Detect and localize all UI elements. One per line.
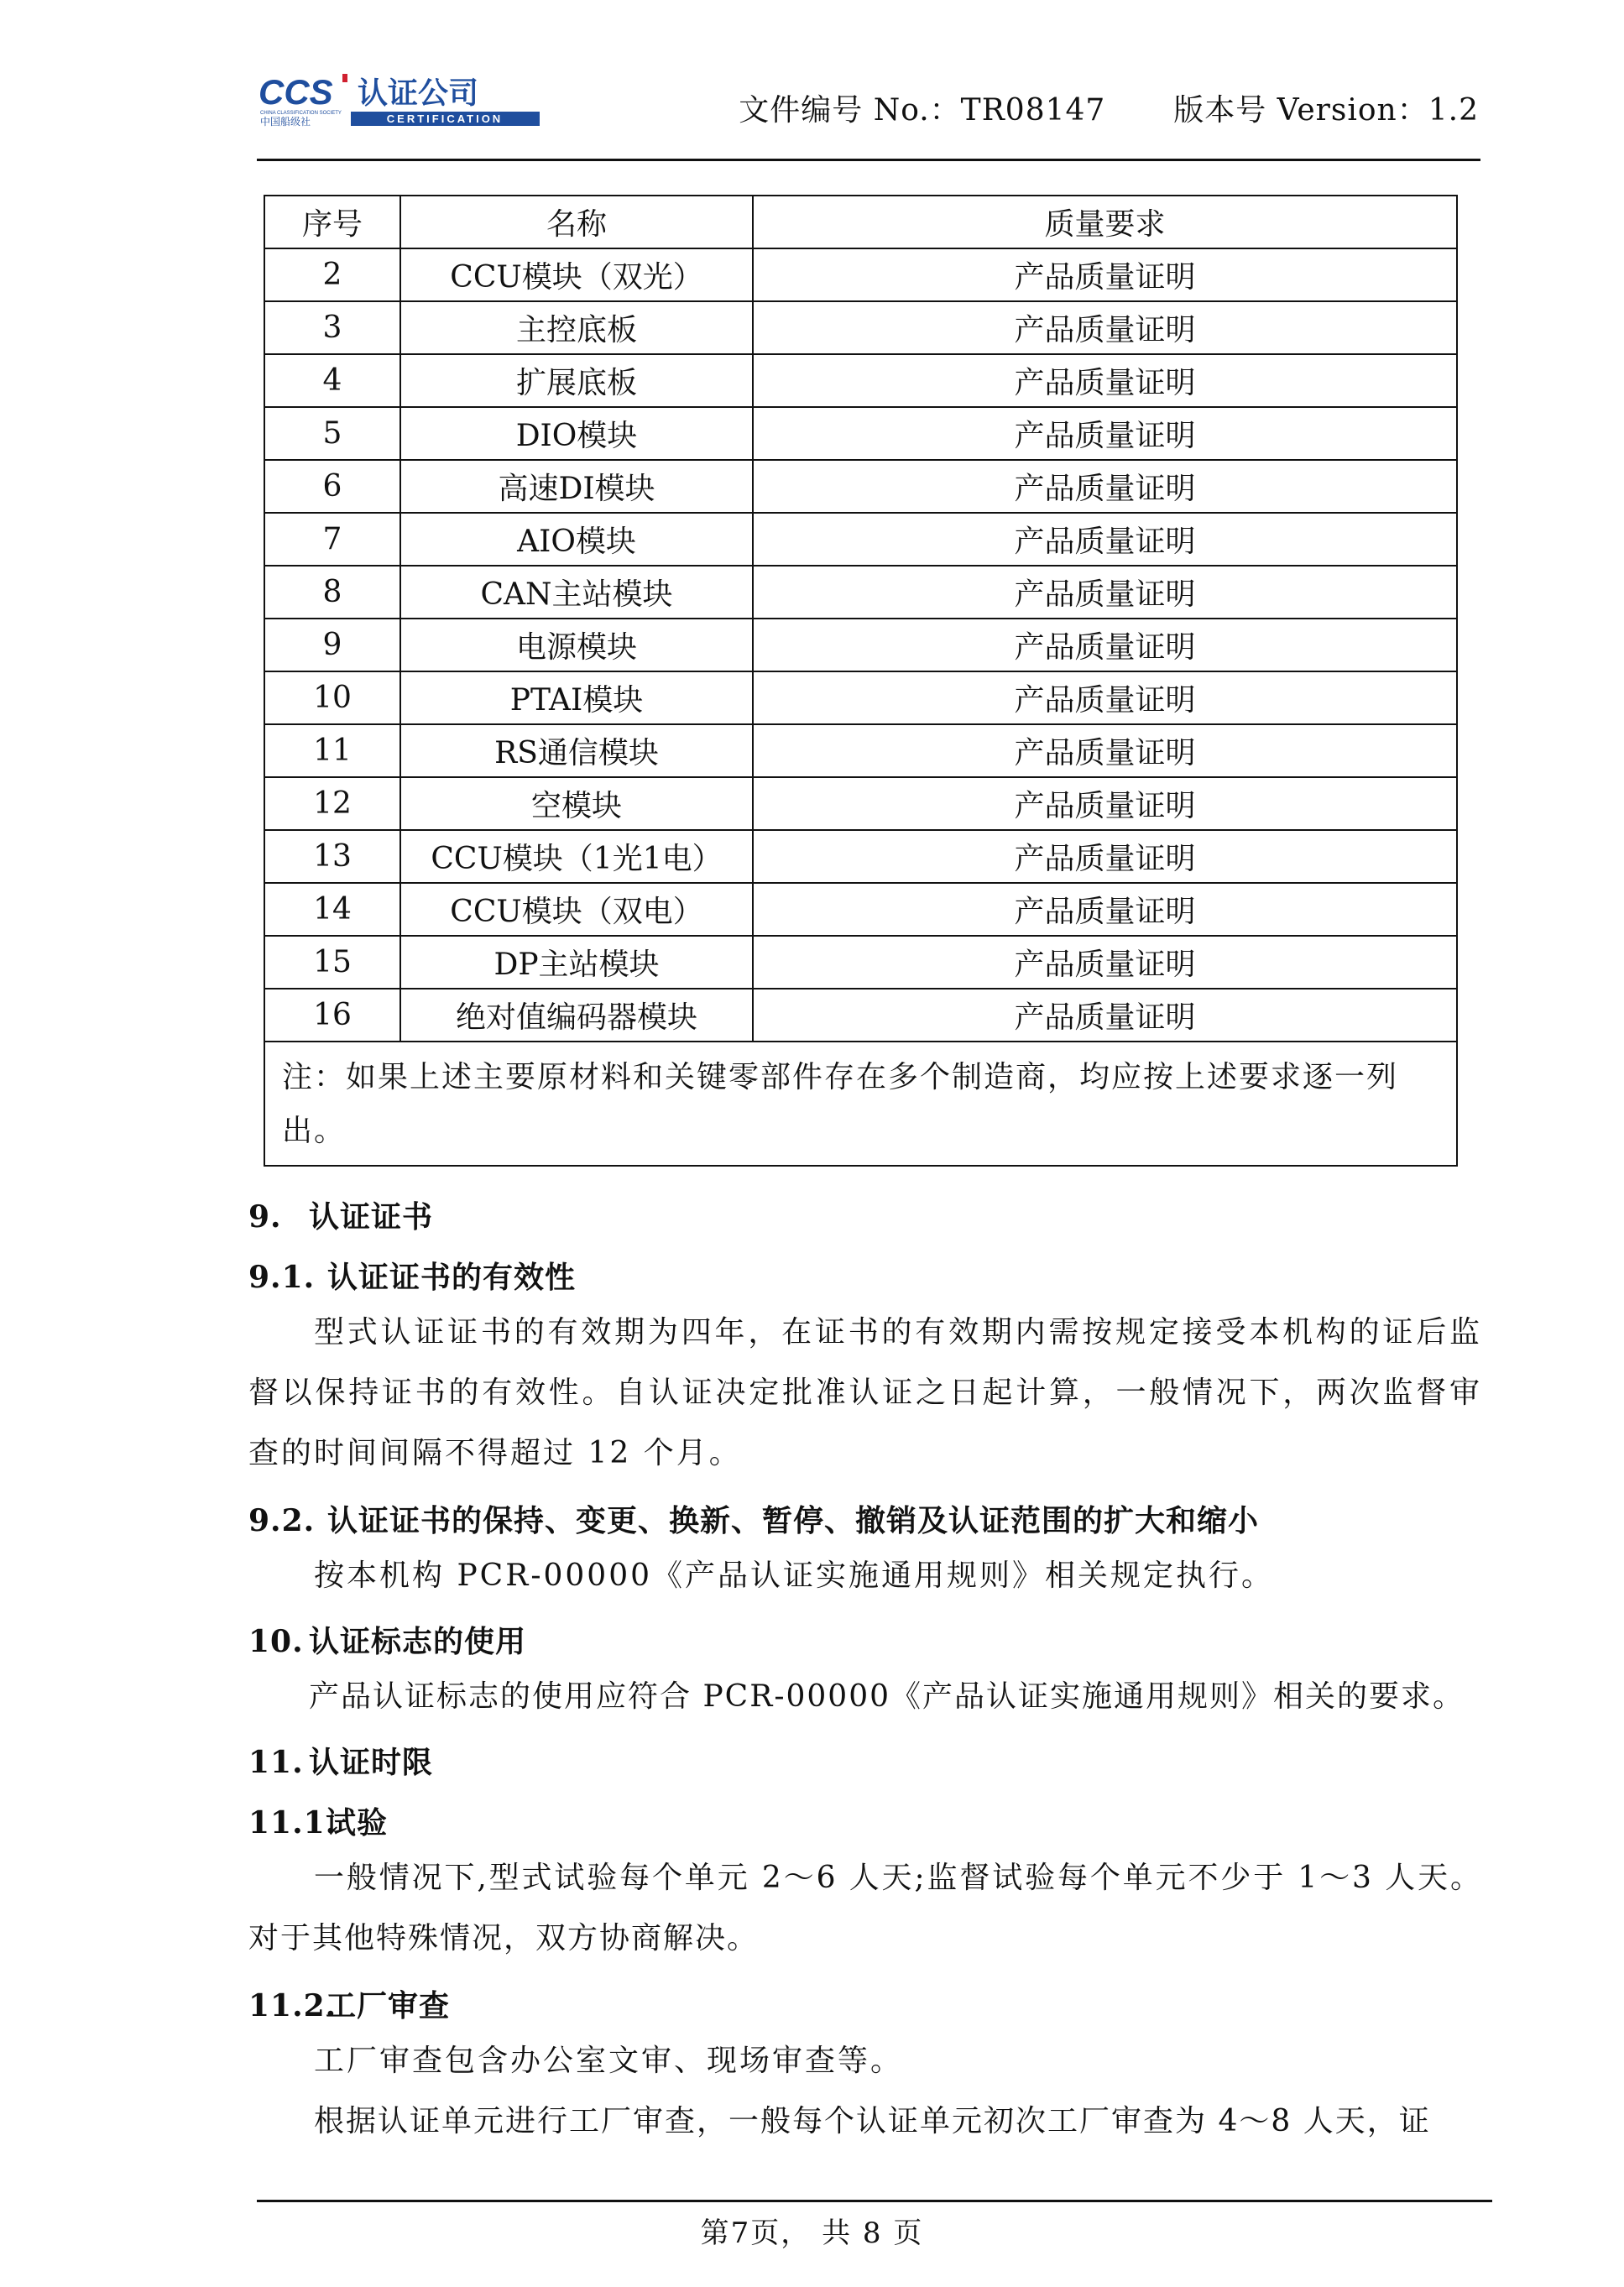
cell-name: 高速DI模块 [400, 460, 753, 513]
footer-divider [257, 2200, 1492, 2202]
cell-no: 8 [264, 566, 400, 619]
section-9-2-heading [248, 1497, 1259, 1540]
logo-sub-cn: 中国船级社 [260, 116, 311, 128]
ccs-logo [258, 74, 544, 128]
header-divider [257, 159, 1480, 161]
cell-no: 12 [264, 777, 400, 830]
table-row [264, 883, 1457, 936]
table-row [264, 619, 1457, 671]
cell-no: 6 [264, 460, 400, 513]
cell-name: 主控底板 [400, 301, 753, 354]
cell-no: 3 [264, 301, 400, 354]
cell-no: 7 [264, 513, 400, 566]
section-9-2-number: 9.2. [248, 1503, 316, 1538]
section-11-1-title: 试验 [326, 1805, 389, 1841]
cell-no: 15 [264, 936, 400, 989]
table-row [264, 777, 1457, 830]
cell-name: DIO模块 [400, 407, 753, 460]
cell-no: 5 [264, 407, 400, 460]
section-10-body: 产品认证标志的使用应符合 PCR-00000《产品认证实施通用规则》相关的要求。 [309, 1679, 1465, 1714]
quality-requirements-table [264, 195, 1458, 1167]
cell-name: 空模块 [400, 777, 753, 830]
cell-requirement: 产品质量证明 [753, 830, 1457, 883]
cell-name: 绝对值编码器模块 [400, 989, 753, 1042]
cell-name: PTAI模块 [400, 671, 753, 724]
section-11-2-heading [248, 1982, 450, 2025]
cell-requirement: 产品质量证明 [753, 671, 1457, 724]
section-9-heading [248, 1193, 433, 1236]
cell-requirement: 产品质量证明 [753, 407, 1457, 460]
logo-cn-text: 认证公司 [358, 76, 479, 111]
section-11-2-title: 工厂审查 [326, 1988, 451, 2023]
section-11-1-body: 一般情况下,型式试验每个单元 2～6 人天;监督试验每个单元不少于 1～3 人天。对于其他特殊情况，双方协商解决。 [248, 1861, 1482, 1955]
cell-requirement: 产品质量证明 [753, 248, 1457, 301]
section-11-number: 11. [248, 1745, 304, 1780]
section-9-2-body: 按本机构 PCR-00000《产品认证实施通用规则》相关规定执行。 [314, 1559, 1275, 1593]
cell-name: RS通信模块 [400, 724, 753, 777]
cell-name: 扩展底板 [400, 354, 753, 407]
logo-ccs-text: CCS [258, 74, 333, 112]
cell-requirement: 产品质量证明 [753, 777, 1457, 830]
cell-name: CAN主站模块 [400, 566, 753, 619]
logo-society-text: CHINA CLASSIFICATION SOCIETY [260, 111, 342, 116]
section-9-1-heading [248, 1254, 576, 1297]
doc-number: 文件编号 No.：TR08147 [739, 93, 1106, 128]
page-number: 第7页， 共 8 页 [700, 2217, 924, 2250]
table-row [264, 566, 1457, 619]
cell-requirement: 产品质量证明 [753, 883, 1457, 936]
cell-no: 14 [264, 883, 400, 936]
section-11-2-body-1: 工厂审查包含办公室文审、现场审查等。 [314, 2044, 904, 2078]
header-name: 名称 [400, 196, 753, 248]
section-10-heading [248, 1618, 526, 1661]
section-9-number: 9. [248, 1199, 282, 1235]
cell-name: CCU模块（1光1电） [400, 830, 753, 883]
table-row [264, 671, 1457, 724]
section-11-2-body-2: 根据认证单元进行工厂审查，一般每个认证单元初次工厂审查为 4～8 人天，证 [314, 2104, 1431, 2138]
cell-no: 16 [264, 989, 400, 1042]
section-11-heading [248, 1739, 433, 1782]
table-row [264, 354, 1457, 407]
section-10-number: 10. [248, 1624, 304, 1659]
cell-no: 2 [264, 248, 400, 301]
cell-requirement: 产品质量证明 [753, 301, 1457, 354]
section-11-1-heading [248, 1799, 388, 1842]
cell-no: 11 [264, 724, 400, 777]
cell-requirement: 产品质量证明 [753, 566, 1457, 619]
table-row [264, 460, 1457, 513]
table-row [264, 830, 1457, 883]
table-row [264, 989, 1457, 1042]
cell-requirement: 产品质量证明 [753, 936, 1457, 989]
section-9-1-number: 9.1. [248, 1260, 316, 1295]
section-9-title: 认证证书 [309, 1199, 434, 1235]
table-note: 注：如果上述主要原材料和关键零部件存在多个制造商，均应按上述要求逐一列出。 [264, 1042, 1457, 1166]
cell-no: 4 [264, 354, 400, 407]
logo-accent-mark [342, 74, 347, 82]
cell-requirement: 产品质量证明 [753, 989, 1457, 1042]
section-9-2-title: 认证证书的保持、变更、换新、暂停、撤销及认证范围的扩大和缩小 [327, 1503, 1260, 1538]
table-row [264, 248, 1457, 301]
ccs-logo-graphic [258, 74, 544, 128]
cell-no: 9 [264, 619, 400, 671]
cell-name: AIO模块 [400, 513, 753, 566]
section-9-1-title: 认证证书的有效性 [327, 1260, 577, 1295]
section-9-1-body: 型式认证证书的有效期为四年，在证书的有效期内需按规定接受本机构的证后监督以保持证书的有效性。自认证决定批准认证之日起计算，一般情况下，两次监督审查的时间间隔不得超过 12 个月。 [248, 1315, 1482, 1470]
table-row [264, 936, 1457, 989]
cell-requirement: 产品质量证明 [753, 354, 1457, 407]
document-meta [713, 86, 1479, 129]
logo-certification-text: CERTIFICATION [386, 112, 504, 125]
table-row [264, 301, 1457, 354]
cell-requirement: 产品质量证明 [753, 724, 1457, 777]
table-row [264, 513, 1457, 566]
table-row [264, 724, 1457, 777]
cell-name: CCU模块（双电） [400, 883, 753, 936]
table-header-row [264, 196, 1457, 248]
cell-requirement: 产品质量证明 [753, 460, 1457, 513]
cell-requirement: 产品质量证明 [753, 513, 1457, 566]
header-requirement: 质量要求 [753, 196, 1457, 248]
doc-version: 版本号 Version：1.2 [1173, 93, 1479, 128]
cell-requirement: 产品质量证明 [753, 619, 1457, 671]
cell-name: CCU模块（双光） [400, 248, 753, 301]
section-11-title: 认证时限 [309, 1745, 434, 1780]
header-no: 序号 [264, 196, 400, 248]
table-row [264, 407, 1457, 460]
cell-no: 13 [264, 830, 400, 883]
section-11-1-number: 11.1. [248, 1805, 337, 1841]
section-11-2-number: 11.2. [248, 1988, 337, 2023]
section-10-title: 认证标志的使用 [309, 1624, 527, 1659]
table-note-row [264, 1042, 1457, 1166]
cell-name: 电源模块 [400, 619, 753, 671]
cell-no: 10 [264, 671, 400, 724]
cell-name: DP主站模块 [400, 936, 753, 989]
